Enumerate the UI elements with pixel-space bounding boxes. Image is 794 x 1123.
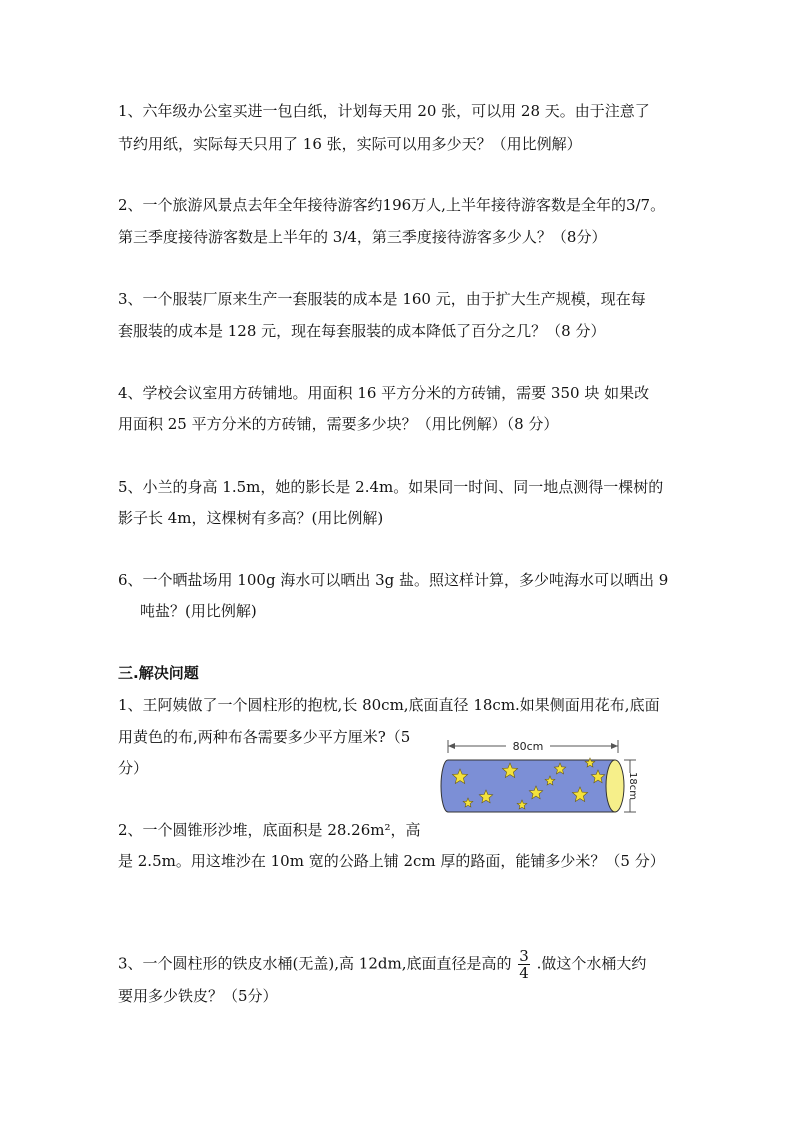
q2-5-line-1: 5、小兰的身高 1.5m，她的影长是 2.4m。如果同一时间、同一地点测得一棵树的 bbox=[118, 478, 664, 496]
fraction-denominator: 4 bbox=[519, 964, 529, 982]
q3-1-line-1: 1、王阿姨做了一个圆柱形的抱枕,长 80cm,底面直径 18cm.如果侧面用花布,底面 bbox=[118, 696, 660, 714]
fraction-three-quarters bbox=[518, 948, 530, 981]
q3-2-line-1: 2、一个圆锥形沙堆，底面积是 28.26m²，高 bbox=[118, 821, 421, 839]
q2-1-line-2: 节约用纸，实际每天只用了 16 张，实际可以用多少天？（用比例解） bbox=[118, 135, 582, 153]
q3-3-line-1 bbox=[118, 948, 646, 981]
q3-2-line-2: 是 2.5m。用这堆沙在 10m 宽的公路上铺 2cm 厚的路面，能铺多少米？（5 分） bbox=[118, 852, 665, 870]
q3-3-text-after: .做这个水桶大约 bbox=[536, 954, 647, 973]
length-label: 80cm bbox=[512, 740, 544, 753]
q2-6-line-1: 6、一个晒盐场用 100g 海水可以晒出 3g 盐。照这样计算，多少吨海水可以晒出 9 bbox=[118, 571, 669, 589]
q2-1-line-1: 1、六年级办公室买进一包白纸，计划每天用 20 张，可以用 28 天。由于注意了 bbox=[118, 102, 650, 120]
q3-3-text-before: 3、一个圆柱形的铁皮水桶(无盖),高 12dm,底面直径是高的 bbox=[118, 954, 512, 973]
diameter-dimension bbox=[624, 760, 638, 812]
q3-1-line-3: 分） bbox=[118, 759, 149, 777]
q2-5-line-2: 影子长 4m，这棵树有多高？(用比例解) bbox=[118, 509, 384, 527]
q2-2-line-2: 第三季度接待游客数是上半年的 3/4，第三季度接待游客多少人？（8分） bbox=[118, 228, 607, 246]
diameter-label: 18cm bbox=[627, 772, 638, 800]
q2-6-line-2: 吨盐？(用比例解) bbox=[140, 602, 257, 620]
q2-4-line-2: 用面积 25 平方分米的方砖铺，需要多少块？（用比例解）（8 分） bbox=[118, 415, 559, 433]
fraction-numerator: 3 bbox=[519, 947, 529, 965]
q3-1-line-2: 用黄色的布,两种布各需要多少平方厘米?（5 bbox=[118, 728, 411, 746]
q2-4-line-1: 4、学校会议室用方砖铺地。用面积 16 平方分米的方砖铺，需要 350 块 如果改 bbox=[118, 384, 650, 402]
q2-3-line-1: 3、一个服装厂原来生产一套服装的成本是 160 元，由于扩大生产规模，现在每 bbox=[118, 290, 646, 308]
q3-3-line-2: 要用多少铁皮？（5分） bbox=[118, 987, 278, 1005]
length-dimension bbox=[448, 740, 618, 753]
section-3-heading: 三.解决问题 bbox=[118, 664, 199, 682]
q2-2-line-1: 2、一个旅游风景点去年全年接待游客约196万人,上半年接待游客数是全年的3/7。 bbox=[118, 196, 666, 214]
cylinder-pillow-figure bbox=[438, 733, 638, 815]
q2-3-line-2: 套服装的成本是 128 元，现在每套服装的成本降低了百分之几？（8 分） bbox=[118, 322, 606, 340]
